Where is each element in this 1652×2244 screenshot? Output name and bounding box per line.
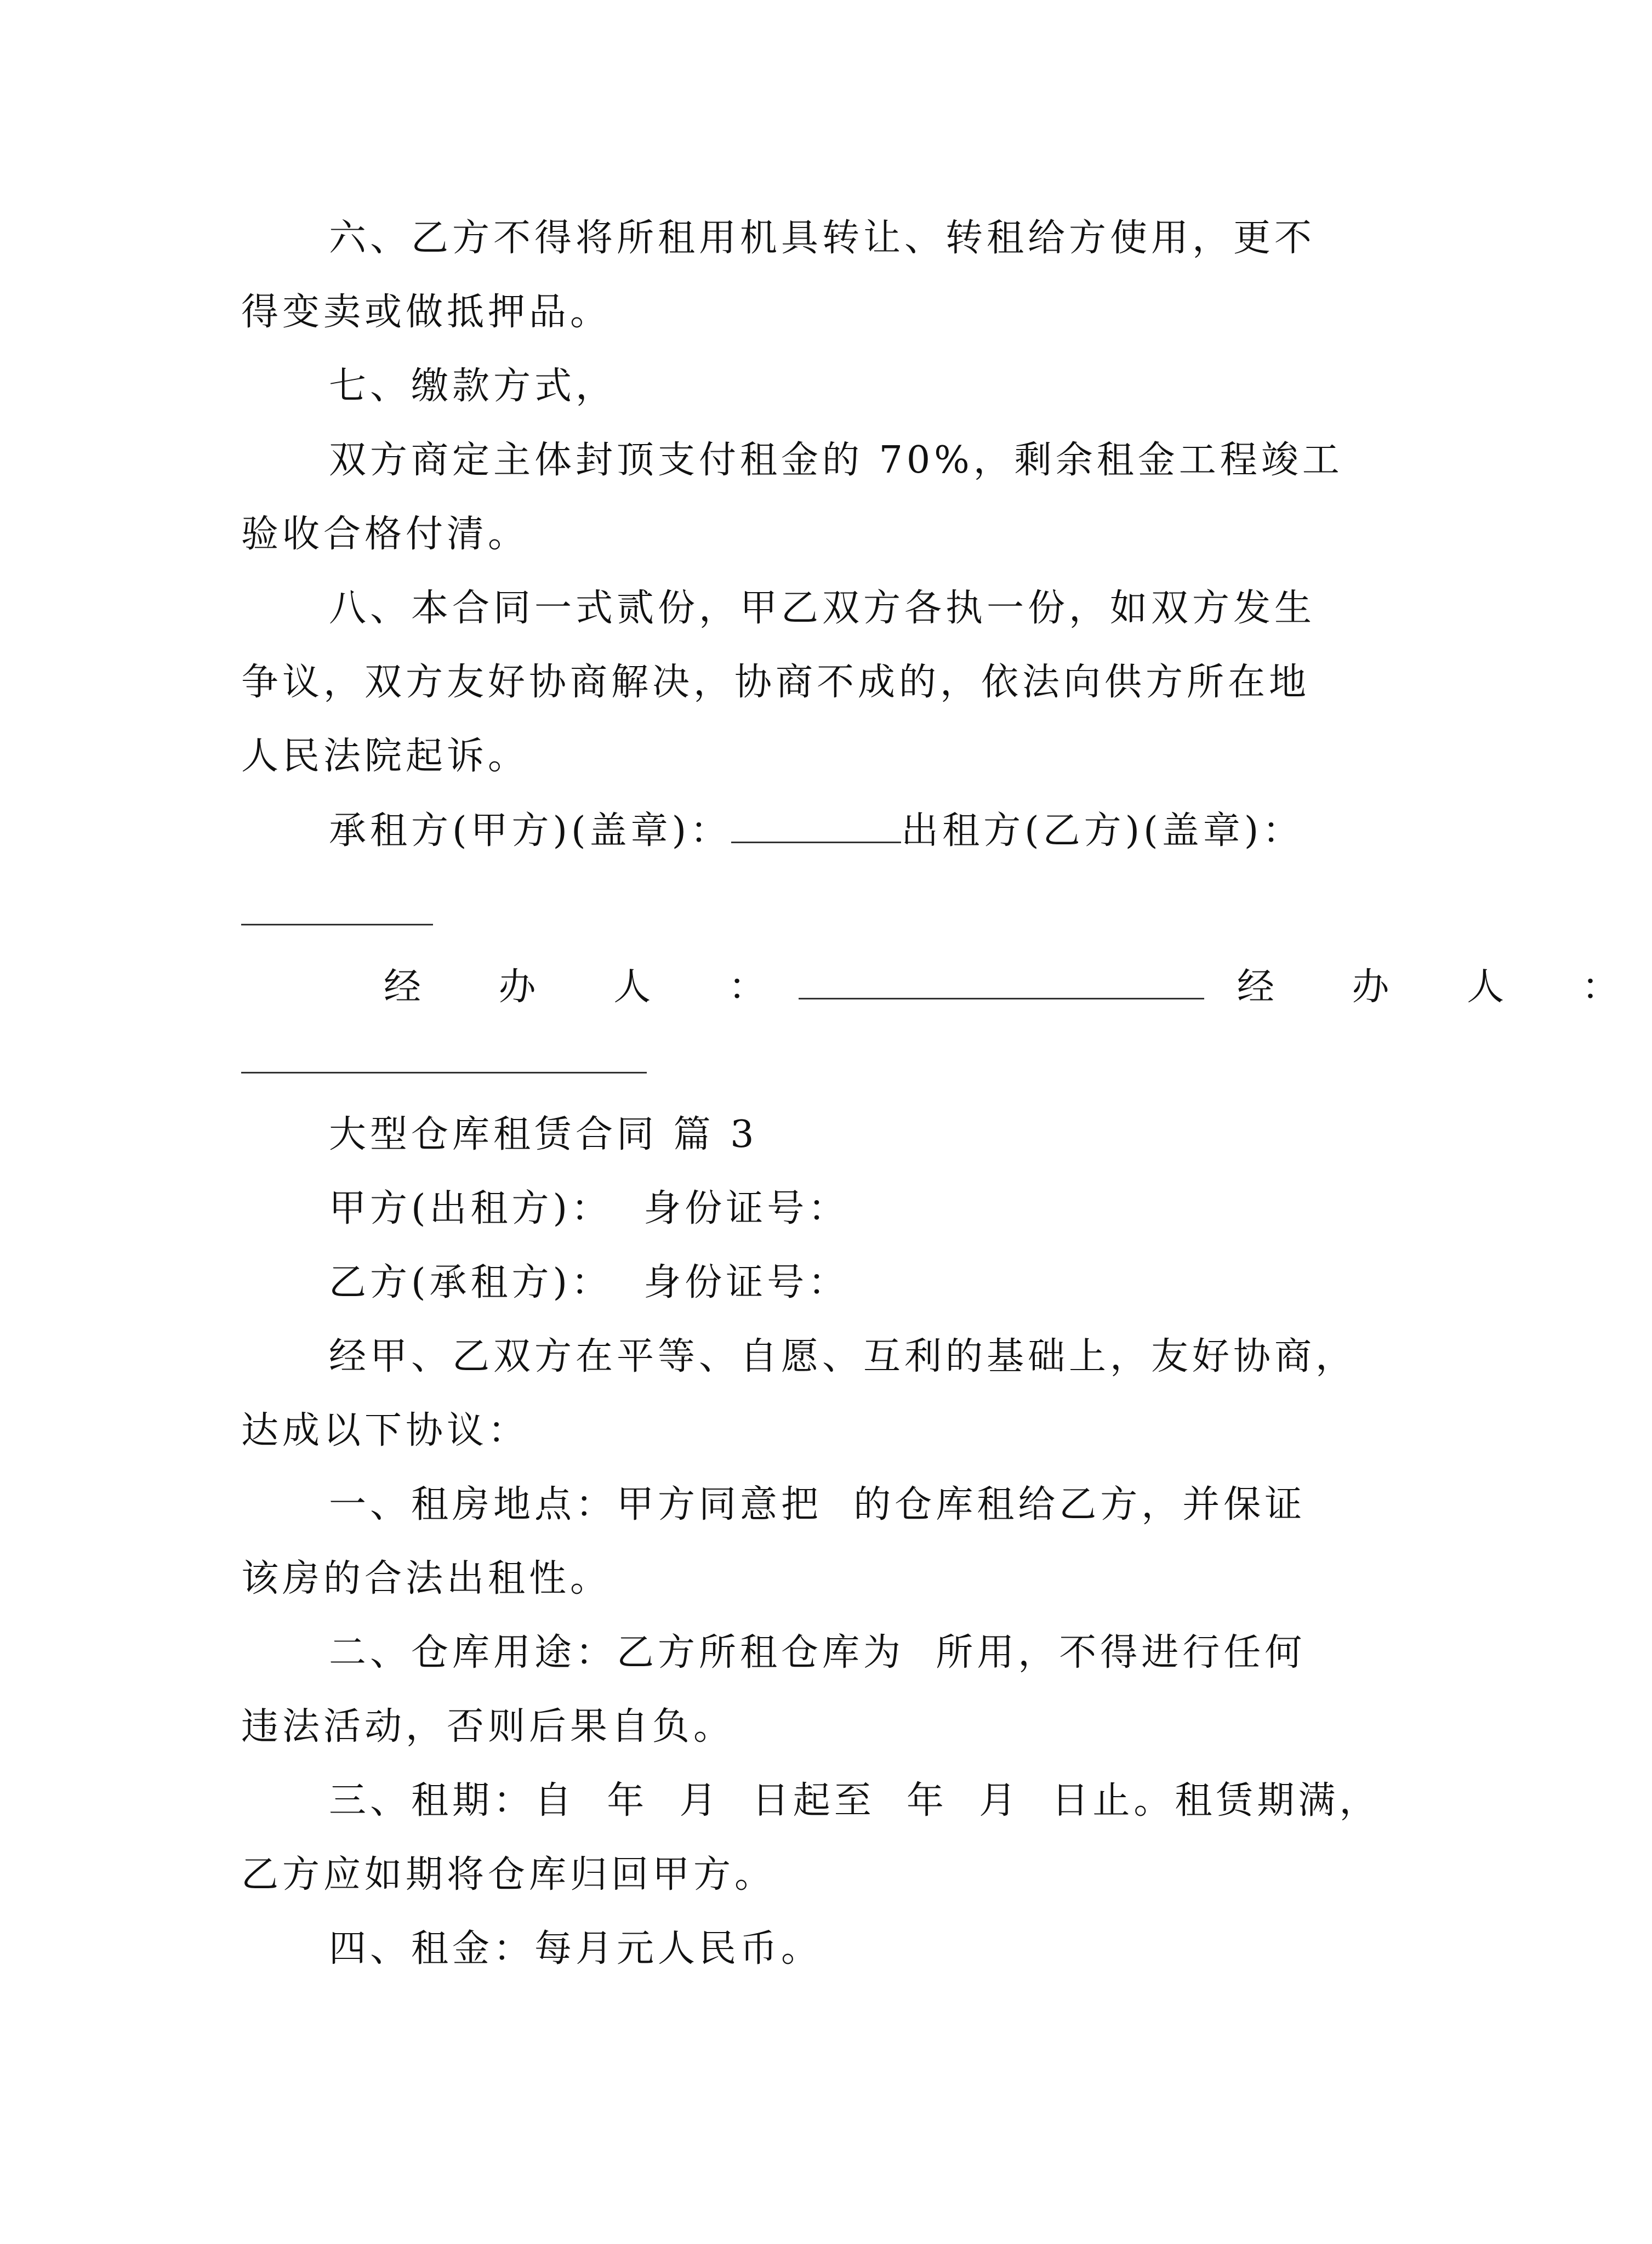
clause-7-line-1: 双方商定主体封顶支付租金的 70%，剩余租金工程竣工 [329,439,1343,482]
article-3-line-1: 三、租期：自 年 月 日起至 年 月 日止。租赁期满， [329,1779,1381,1822]
agent-b-blank [241,1072,647,1073]
intro-line-2: 达成以下协议： [241,1409,529,1452]
party-b-line: 乙方(承租方)： 身份证号： [329,1261,850,1304]
article-3-line-2: 乙方应如期将仓库归回甲方。 [241,1853,776,1896]
article-4-line-1: 四、租金：每月元人民币。 [329,1927,823,1970]
clause-6-line-2: 得变卖或做抵押品。 [241,291,612,334]
agent-a-blank [799,965,1204,999]
section-title: 大型仓库租赁合同 篇 3 [329,1113,758,1156]
clause-7-line-2: 验收合格付清。 [241,513,529,556]
clause-7-title: 七、缴款方式， [329,365,617,408]
agent-a-label: 经 办 人 ： [384,965,799,1009]
lessee-sign-blank [731,809,901,843]
clause-6-line-1: 六、乙方不得将所租用机具转让、转租给方使用，更不 [329,217,1316,260]
agent-line [384,965,1652,1009]
signature-line [329,809,1303,853]
article-2-line-2: 违法活动，否则后果自负。 [241,1705,735,1748]
lessor-sign-blank [241,924,433,925]
lessor-sign-label: 出租方(乙方)(盖章)： [901,809,1304,853]
intro-line-1: 经甲、乙双方在平等、自愿、互利的基础上，友好协商， [329,1335,1357,1378]
lessee-sign-label: 承租方(甲方)(盖章)： [329,809,732,853]
agent-b-label: 经 办 人 ： [1237,965,1652,1009]
article-1-line-2: 该房的合法出租性。 [241,1557,612,1600]
clause-8-line-2: 争议，双方友好协商解决，协商不成的，依法向供方所在地 [241,661,1311,704]
clause-8-line-3: 人民法院起诉。 [241,735,529,778]
party-a-line: 甲方(出租方)： 身份证号： [329,1187,850,1230]
article-1-line-1: 一、租房地点：甲方同意把 的仓库租给乙方，并保证 [329,1483,1306,1526]
article-2-line-1: 二、仓库用途：乙方所租仓库为 所用，不得进行任何 [329,1631,1306,1674]
clause-8-line-1: 八、本合同一式贰份，甲乙双方各执一份，如双方发生 [329,587,1316,630]
